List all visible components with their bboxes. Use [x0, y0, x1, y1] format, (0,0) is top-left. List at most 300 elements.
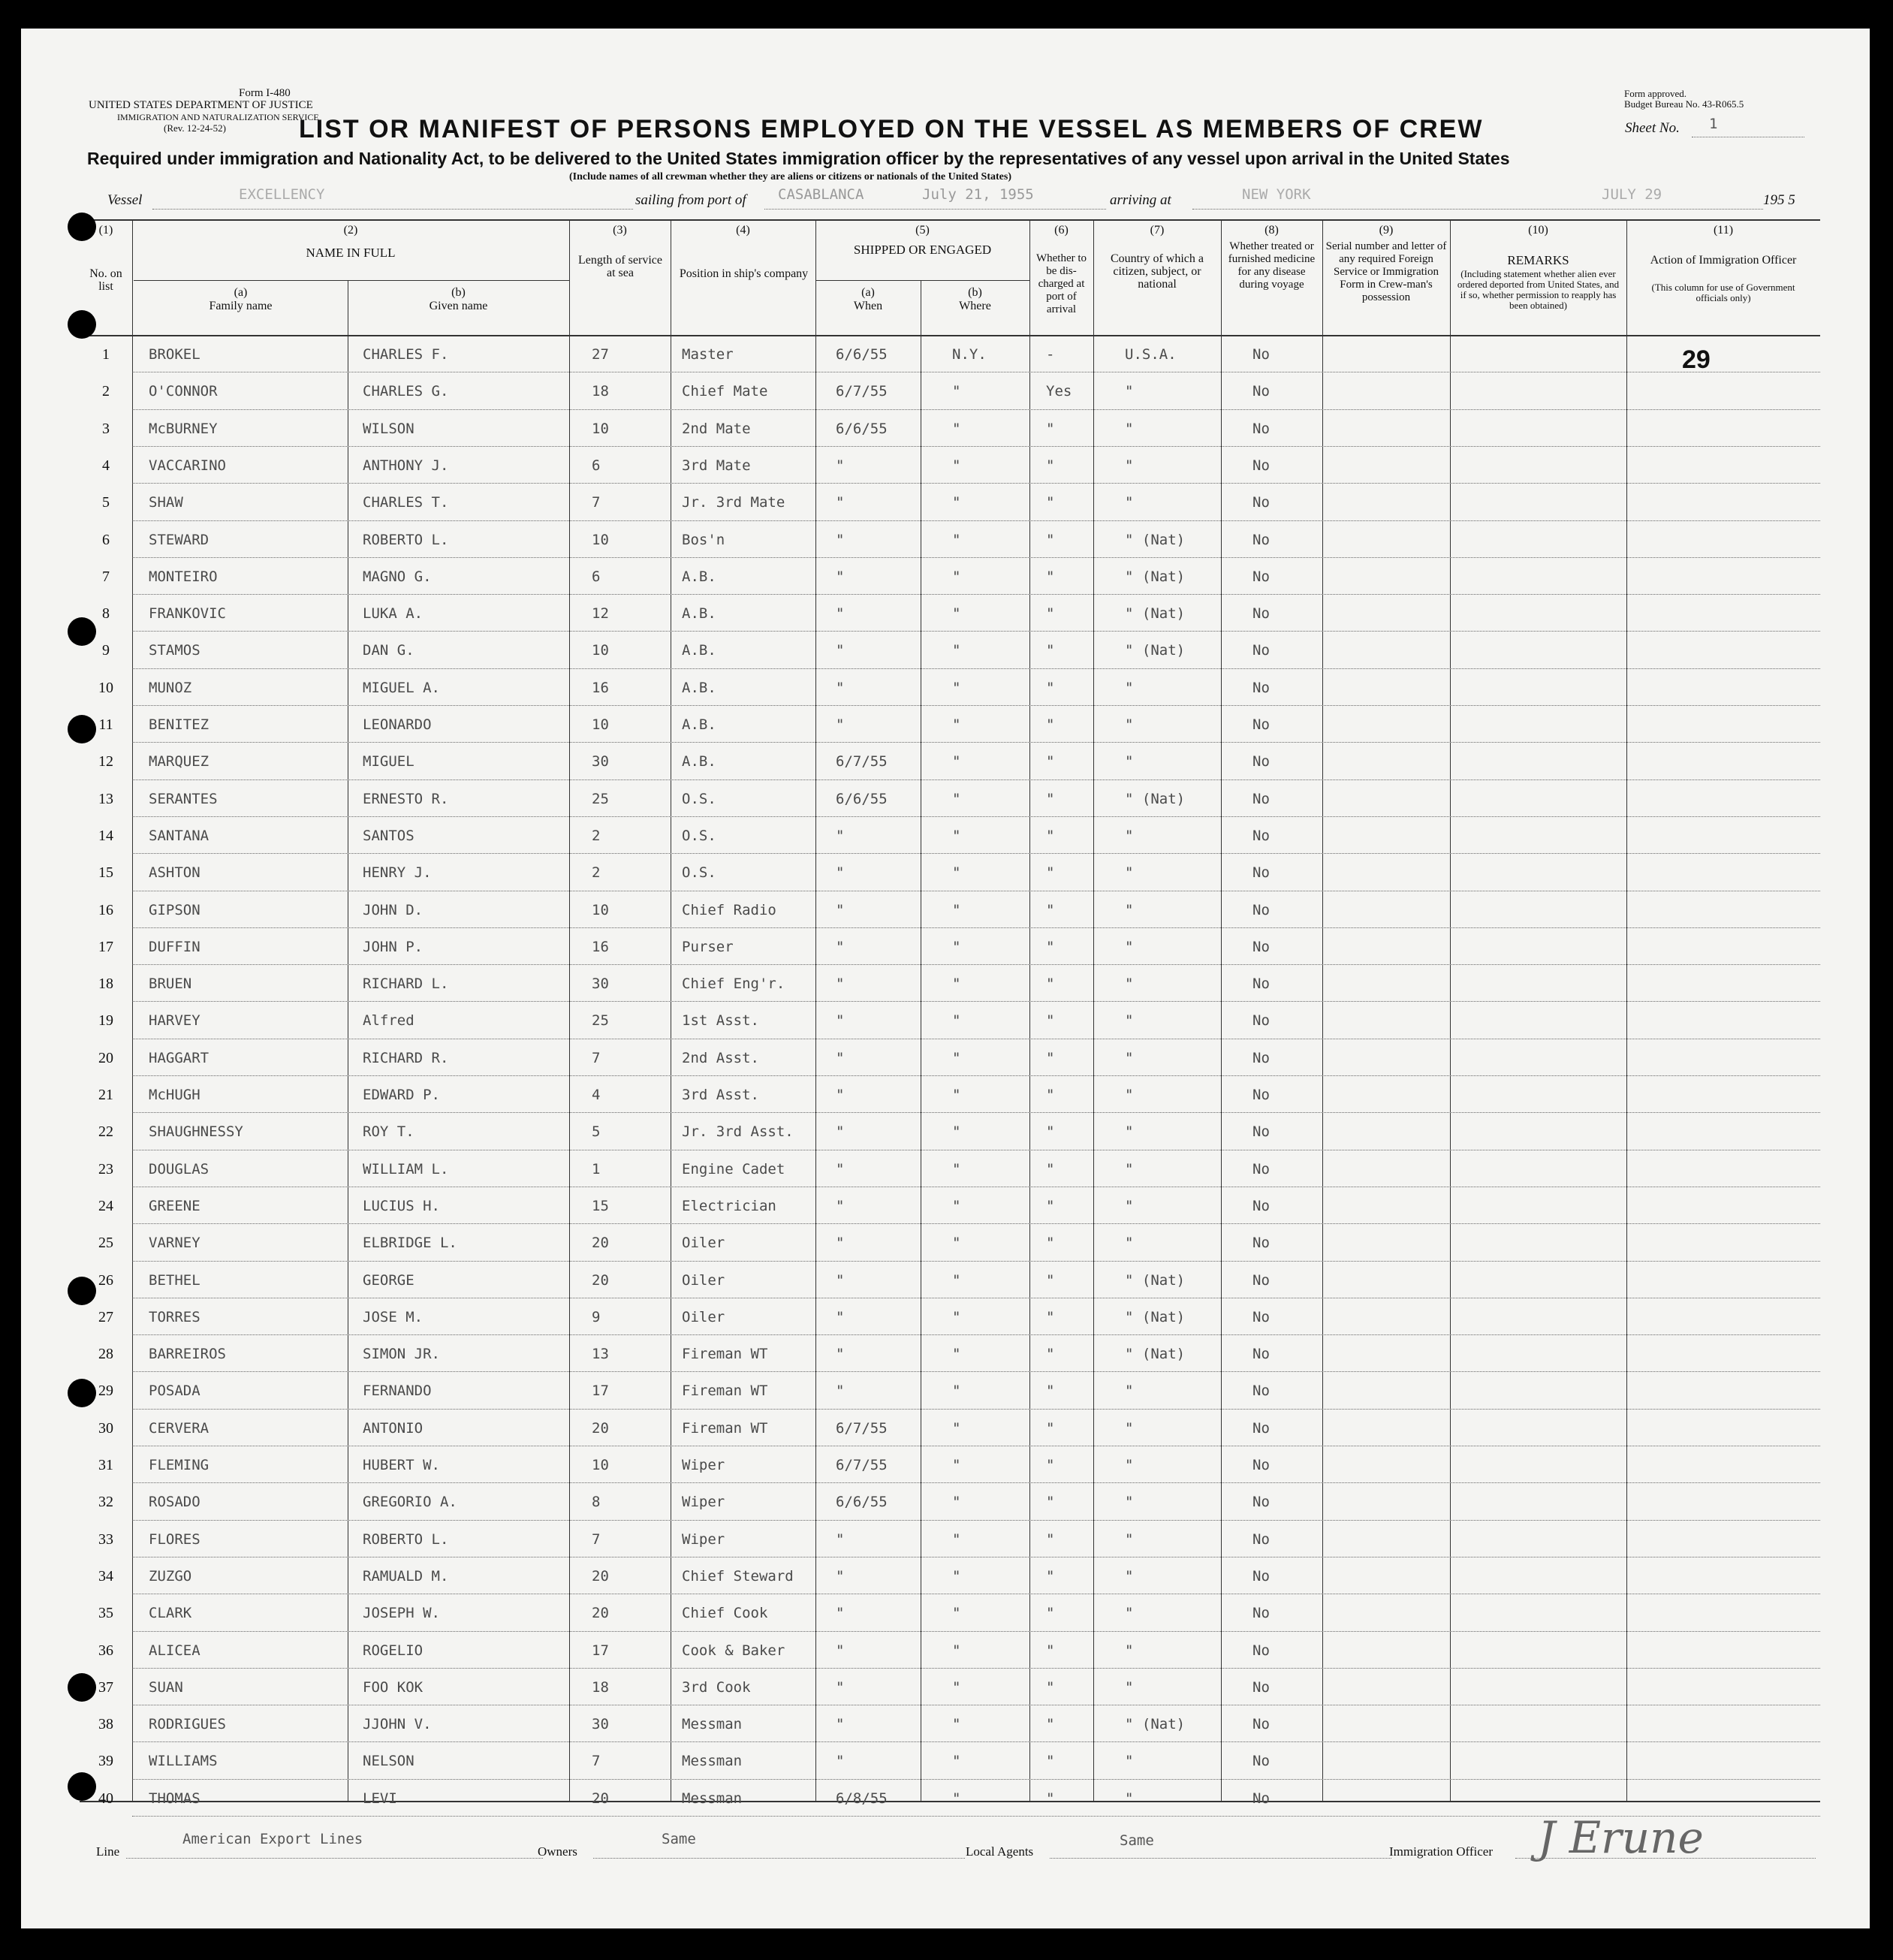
col-5-number: (5) — [915, 224, 930, 237]
discharged-cell: " — [1046, 1383, 1055, 1400]
discharged-cell: Yes — [1046, 383, 1072, 400]
treated-cell: No — [1252, 716, 1270, 733]
shipped-when-cell: " — [836, 901, 845, 918]
length-of-service-cell: 30 — [592, 1716, 609, 1733]
binder-hole — [68, 715, 96, 743]
row-number: 19 — [98, 1012, 113, 1030]
header-length-of-service: Length of service at sea — [578, 254, 662, 279]
position-cell: 3rd Mate — [682, 457, 751, 474]
shipped-where-cell: " — [952, 1567, 961, 1585]
shipped-where-cell: " — [952, 383, 961, 400]
given-name-cell: JOHN P. — [363, 938, 424, 955]
country-cell: " (Nat) — [1125, 1308, 1186, 1325]
given-name-cell: ROGELIO — [363, 1642, 424, 1659]
arriving-label: arriving at — [1110, 192, 1171, 208]
country-cell: " — [1125, 1790, 1134, 1807]
given-name-cell: DAN G. — [363, 642, 414, 659]
family-name-cell: SERANTES — [149, 790, 218, 807]
given-name-cell: CHARLES G. — [363, 383, 449, 400]
shipped-where-cell: " — [952, 1123, 961, 1141]
row-number: 18 — [98, 975, 113, 993]
col-11-number: (11) — [1713, 224, 1734, 237]
header-when-tag: (a) — [861, 286, 875, 299]
treated-cell: No — [1252, 383, 1270, 400]
given-name-cell: ROBERTO L. — [363, 1530, 449, 1548]
discharged-cell: " — [1046, 568, 1055, 585]
length-of-service-cell: 13 — [592, 1346, 609, 1363]
discharged-cell: " — [1046, 1346, 1055, 1363]
shipped-when-cell: 6/7/55 — [836, 383, 888, 400]
shipped-when-cell: " — [836, 1308, 845, 1325]
country-cell: " — [1125, 383, 1134, 400]
country-cell: " — [1125, 420, 1134, 437]
shipped-when-cell: 6/6/55 — [836, 1494, 888, 1511]
family-name-cell: GREENE — [149, 1197, 200, 1214]
vessel-label: Vessel — [107, 192, 143, 208]
position-cell: A.B. — [682, 568, 716, 585]
country-cell: " — [1125, 1642, 1134, 1659]
header-given-name: Given name — [429, 300, 488, 312]
shipped-where-cell: " — [952, 1271, 961, 1289]
shipped-where-cell: " — [952, 1419, 961, 1437]
given-name-cell: HUBERT W. — [363, 1457, 440, 1473]
header-where-tag: (b) — [968, 286, 982, 299]
treated-cell: No — [1252, 1716, 1270, 1733]
position-cell: Oiler — [682, 1308, 725, 1325]
line-value: American Export Lines — [182, 1831, 363, 1847]
position-cell: Wiper — [682, 1530, 725, 1548]
shipped-when-cell: " — [836, 1197, 845, 1214]
treated-cell: No — [1252, 1605, 1270, 1622]
immigration-officer-label: Immigration Officer — [1389, 1844, 1494, 1859]
country-cell: " — [1125, 901, 1134, 918]
shipped-where-cell: " — [952, 568, 961, 585]
position-cell: Electrician — [682, 1197, 776, 1214]
family-name-cell: THOMAS — [149, 1790, 200, 1807]
shipped-when-cell: " — [836, 531, 845, 548]
treated-cell: No — [1252, 642, 1270, 659]
shipped-when-cell: 6/7/55 — [836, 1457, 888, 1473]
given-name-cell: EDWARD P. — [363, 1087, 440, 1103]
service: IMMIGRATION AND NATURALIZATION SERVICE — [117, 112, 319, 122]
treated-cell: No — [1252, 790, 1270, 807]
shipped-when-cell: " — [836, 1271, 845, 1289]
shipped-where-cell: " — [952, 864, 961, 882]
shipped-where-cell: " — [952, 531, 961, 548]
shipped-when-cell: 6/6/55 — [836, 346, 888, 363]
given-name-cell: JOSE M. — [363, 1308, 424, 1325]
treated-cell: No — [1252, 901, 1270, 918]
shipped-when-cell: " — [836, 716, 845, 733]
position-cell: Cook & Baker — [682, 1642, 785, 1659]
family-name-cell: HAGGART — [149, 1049, 209, 1066]
length-of-service-cell: 12 — [592, 605, 609, 623]
row-number: 7 — [102, 568, 110, 585]
discharged-cell: " — [1046, 1235, 1055, 1252]
shipped-where-cell: " — [952, 457, 961, 474]
given-name-cell: RAMUALD M. — [363, 1567, 449, 1585]
country-cell: " — [1125, 1567, 1134, 1585]
family-name-cell: MARQUEZ — [149, 753, 209, 770]
col-6-number: (6) — [1054, 224, 1069, 237]
family-name-cell: ASHTON — [149, 864, 200, 882]
treated-cell: No — [1252, 1346, 1270, 1363]
family-name-cell: McBURNEY — [149, 420, 218, 437]
row-number: 27 — [98, 1308, 113, 1325]
position-cell: 3rd Asst. — [682, 1087, 759, 1103]
given-name-cell: ROY T. — [363, 1123, 414, 1141]
discharged-cell: " — [1046, 864, 1055, 882]
shipped-when-cell: " — [836, 1049, 845, 1066]
position-cell: A.B. — [682, 716, 716, 733]
treated-cell: No — [1252, 1419, 1270, 1437]
discharged-cell: " — [1046, 1123, 1055, 1141]
treated-cell: No — [1252, 1308, 1270, 1325]
length-of-service-cell: 8 — [592, 1494, 601, 1511]
given-name-cell: MIGUEL A. — [363, 679, 440, 696]
given-name-cell: JOSEPH W. — [363, 1605, 440, 1622]
position-cell: Jr. 3rd Mate — [682, 494, 785, 511]
shipped-where-cell: " — [952, 1457, 961, 1473]
shipped-when-cell: " — [836, 1123, 845, 1141]
binder-hole — [68, 1277, 96, 1305]
treated-cell: No — [1252, 457, 1270, 474]
given-name-cell: ANTHONY J. — [363, 457, 449, 474]
country-cell: " — [1125, 1012, 1134, 1030]
header-treated: Whether treated or furnished medicine for any disease during voyage — [1228, 240, 1316, 291]
family-name-cell: GIPSON — [149, 901, 200, 918]
shipped-when-cell: 6/6/55 — [836, 790, 888, 807]
row-number: 39 — [98, 1753, 113, 1770]
discharged-cell: " — [1046, 1567, 1055, 1585]
position-cell: A.B. — [682, 679, 716, 696]
length-of-service-cell: 16 — [592, 938, 609, 955]
length-of-service-cell: 20 — [592, 1605, 609, 1622]
shipped-when-cell: " — [836, 975, 845, 993]
row-number: 1 — [102, 346, 110, 363]
country-cell: " — [1125, 753, 1134, 770]
family-name-cell: TORRES — [149, 1308, 200, 1325]
length-of-service-cell: 2 — [592, 827, 601, 844]
family-name-cell: ZUZGO — [149, 1567, 192, 1585]
shipped-where-cell: " — [952, 1087, 961, 1103]
row-number: 29 — [98, 1383, 113, 1400]
row-number: 3 — [102, 420, 110, 437]
shipped-where-cell: N.Y. — [952, 346, 987, 363]
position-cell: Chief Mate — [682, 383, 768, 400]
header-where: Where — [959, 300, 991, 312]
shipped-where-cell: " — [952, 1642, 961, 1659]
treated-cell: No — [1252, 1753, 1270, 1770]
given-name-cell: ERNESTO R. — [363, 790, 449, 807]
binder-hole — [68, 310, 96, 339]
row-number: 11 — [98, 716, 113, 733]
position-cell: Purser — [682, 938, 734, 955]
discharged-cell: " — [1046, 679, 1055, 696]
row-number: 24 — [98, 1197, 113, 1214]
country-cell: " — [1125, 457, 1134, 474]
discharged-cell: " — [1046, 1419, 1055, 1437]
position-cell: Fireman WT — [682, 1346, 768, 1363]
shipped-when-cell: " — [836, 1678, 845, 1696]
departure-date: July 21, 1955 — [922, 186, 1034, 203]
family-name-cell: ALICEA — [149, 1642, 200, 1659]
family-name-cell: BROKEL — [149, 346, 200, 363]
given-name-cell: ANTONIO — [363, 1419, 424, 1437]
country-cell: " — [1125, 1753, 1134, 1770]
discharged-cell: " — [1046, 901, 1055, 918]
country-cell: " — [1125, 1419, 1134, 1437]
shipped-when-cell: 6/8/55 — [836, 1790, 888, 1807]
position-cell: A.B. — [682, 753, 716, 770]
discharged-cell: - — [1046, 346, 1055, 363]
binder-hole — [68, 213, 96, 241]
sheet-label: Sheet No. — [1625, 120, 1680, 136]
given-name-cell: Alfred — [363, 1012, 414, 1030]
given-name-cell: WILLIAM L. — [363, 1160, 449, 1178]
family-name-cell: SHAW — [149, 494, 183, 511]
position-cell: 2nd Mate — [682, 420, 751, 437]
treated-cell: No — [1252, 1049, 1270, 1066]
position-cell: 1st Asst. — [682, 1012, 759, 1030]
family-name-cell: BARREIROS — [149, 1346, 226, 1363]
shipped-where-cell: " — [952, 1049, 961, 1066]
position-cell: Oiler — [682, 1235, 725, 1252]
length-of-service-cell: 10 — [592, 1457, 609, 1473]
family-name-cell: HARVEY — [149, 1012, 200, 1030]
row-number: 22 — [98, 1123, 113, 1141]
given-name-cell: MIGUEL — [363, 753, 414, 770]
header-serial: Serial number and letter of any required Foreign Service or Immigration Form in Crew-man's possession — [1325, 240, 1447, 303]
shipped-when-cell: " — [836, 1567, 845, 1585]
header-when: When — [853, 300, 883, 312]
discharged-cell: " — [1046, 1790, 1055, 1807]
header-shipped-engaged: SHIPPED OR ENGAGED — [853, 243, 992, 257]
given-name-cell: WILSON — [363, 420, 414, 437]
country-cell: " — [1125, 1160, 1134, 1178]
treated-cell: No — [1252, 1197, 1270, 1214]
family-name-cell: POSADA — [149, 1383, 200, 1400]
given-name-cell: LUKA A. — [363, 605, 424, 623]
position-cell: Messman — [682, 1790, 743, 1807]
position-cell: O.S. — [682, 790, 716, 807]
family-name-cell: FLEMING — [149, 1457, 209, 1473]
col-9-number: (9) — [1379, 224, 1394, 237]
treated-cell: No — [1252, 1457, 1270, 1473]
length-of-service-cell: 15 — [592, 1197, 609, 1214]
family-name-cell: DOUGLAS — [149, 1160, 209, 1178]
discharged-cell: " — [1046, 1160, 1055, 1178]
length-of-service-cell: 18 — [592, 1678, 609, 1696]
given-name-cell: LEVI — [363, 1790, 397, 1807]
family-name-cell: McHUGH — [149, 1087, 200, 1103]
shipped-when-cell: " — [836, 1753, 845, 1770]
col-8-number: (8) — [1265, 224, 1279, 237]
row-number: 21 — [98, 1087, 113, 1103]
length-of-service-cell: 10 — [592, 716, 609, 733]
discharged-cell: " — [1046, 1049, 1055, 1066]
treated-cell: No — [1252, 679, 1270, 696]
family-name-cell: RODRIGUES — [149, 1716, 226, 1733]
family-name-cell: MONTEIRO — [149, 568, 218, 585]
discharged-cell: " — [1046, 457, 1055, 474]
given-name-cell: CHARLES T. — [363, 494, 449, 511]
sailing-label: sailing from port of — [635, 192, 746, 208]
length-of-service-cell: 30 — [592, 753, 609, 770]
shipped-where-cell: " — [952, 753, 961, 770]
discharged-cell: " — [1046, 1012, 1055, 1030]
row-number: 2 — [102, 383, 110, 400]
discharged-cell: " — [1046, 531, 1055, 548]
line-label: Line — [96, 1844, 120, 1859]
header-action: Action of Immigration Officer — [1650, 254, 1797, 267]
shipped-where-cell: " — [952, 827, 961, 844]
position-cell: O.S. — [682, 864, 716, 882]
shipped-where-cell: " — [952, 1012, 961, 1030]
shipped-when-cell: " — [836, 1087, 845, 1103]
row-number: 36 — [98, 1642, 113, 1659]
row-number: 28 — [98, 1346, 113, 1363]
position-cell: Chief Radio — [682, 901, 776, 918]
shipped-where-cell: " — [952, 790, 961, 807]
row-number: 20 — [98, 1049, 113, 1066]
shipped-when-cell: " — [836, 1012, 845, 1030]
treated-cell: No — [1252, 531, 1270, 548]
treated-cell: No — [1252, 827, 1270, 844]
arrival-year: 195 5 — [1763, 192, 1795, 208]
shipped-where-cell: " — [952, 1383, 961, 1400]
treated-cell: No — [1252, 1383, 1270, 1400]
row-number: 37 — [98, 1678, 113, 1696]
given-name-cell: LUCIUS H. — [363, 1197, 440, 1214]
row-number: 13 — [98, 790, 113, 807]
sheet-number: 1 — [1709, 116, 1718, 132]
family-name-cell: SUAN — [149, 1678, 183, 1696]
shipped-when-cell: " — [836, 568, 845, 585]
shipped-when-cell: " — [836, 494, 845, 511]
country-cell: " — [1125, 1605, 1134, 1622]
shipped-where-cell: " — [952, 605, 961, 623]
shipped-when-cell: " — [836, 827, 845, 844]
header-no-on-list: No. on list — [89, 267, 122, 293]
row-number: 8 — [102, 605, 110, 623]
position-cell: O.S. — [682, 827, 716, 844]
row-number: 34 — [98, 1567, 113, 1585]
position-cell: Messman — [682, 1753, 743, 1770]
family-name-cell: STAMOS — [149, 642, 200, 659]
treated-cell: No — [1252, 1160, 1270, 1178]
shipped-when-cell: 6/7/55 — [836, 1419, 888, 1437]
position-cell: Messman — [682, 1716, 743, 1733]
length-of-service-cell: 10 — [592, 642, 609, 659]
shipped-where-cell: " — [952, 1753, 961, 1770]
shipped-where-cell: " — [952, 1346, 961, 1363]
position-cell: Master — [682, 346, 734, 363]
discharged-cell: " — [1046, 605, 1055, 623]
row-number: 31 — [98, 1457, 113, 1473]
family-name-cell: ROSADO — [149, 1494, 200, 1511]
country-cell: " — [1125, 1383, 1134, 1400]
country-cell: " (Nat) — [1125, 531, 1186, 548]
given-name-cell: HENRY J. — [363, 864, 432, 882]
treated-cell: No — [1252, 1012, 1270, 1030]
treated-cell: No — [1252, 420, 1270, 437]
country-cell: " — [1125, 1678, 1134, 1696]
row-number: 25 — [98, 1235, 113, 1252]
treated-cell: No — [1252, 1123, 1270, 1141]
given-name-cell: JOHN D. — [363, 901, 424, 918]
discharged-cell: " — [1046, 975, 1055, 993]
header-given-tag: (b) — [451, 286, 466, 299]
shipped-where-cell: " — [952, 494, 961, 511]
family-name-cell: DUFFIN — [149, 938, 200, 955]
country-cell: " (Nat) — [1125, 1271, 1186, 1289]
family-name-cell: BENITEZ — [149, 716, 209, 733]
discharged-cell: " — [1046, 1308, 1055, 1325]
country-cell: " — [1125, 938, 1134, 955]
row-number: 10 — [98, 679, 113, 696]
row-number: 5 — [102, 494, 110, 511]
treated-cell: No — [1252, 753, 1270, 770]
manifest-sheet — [21, 29, 1870, 1928]
treated-cell: No — [1252, 346, 1270, 363]
country-cell: U.S.A. — [1125, 346, 1177, 363]
discharged-cell: " — [1046, 420, 1055, 437]
length-of-service-cell: 1 — [592, 1160, 601, 1178]
position-cell: Wiper — [682, 1494, 725, 1511]
shipped-where-cell: " — [952, 1678, 961, 1696]
given-name-cell: SANTOS — [363, 827, 414, 844]
position-cell: Fireman WT — [682, 1383, 768, 1400]
shipped-when-cell: " — [836, 1383, 845, 1400]
discharged-cell: " — [1046, 1530, 1055, 1548]
country-cell: " — [1125, 864, 1134, 882]
discharged-cell: " — [1046, 753, 1055, 770]
country-cell: " (Nat) — [1125, 1346, 1186, 1363]
officer-mark: 29 — [1682, 345, 1711, 374]
length-of-service-cell: 10 — [592, 531, 609, 548]
departure-port: CASABLANCA — [778, 186, 864, 203]
row-number: 4 — [102, 457, 110, 474]
col-2-number: (2) — [343, 224, 358, 237]
binder-hole — [68, 617, 96, 646]
country-cell: " — [1125, 1235, 1134, 1252]
shipped-where-cell: " — [952, 1197, 961, 1214]
shipped-when-cell: " — [836, 1642, 845, 1659]
given-name-cell: NELSON — [363, 1753, 414, 1770]
position-cell: Wiper — [682, 1457, 725, 1473]
approval: Form approved. — [1624, 88, 1687, 99]
length-of-service-cell: 6 — [592, 457, 601, 474]
shipped-where-cell: " — [952, 901, 961, 918]
country-cell: " (Nat) — [1125, 568, 1186, 585]
country-cell: " — [1125, 975, 1134, 993]
shipped-when-cell: " — [836, 1235, 845, 1252]
shipped-when-cell: " — [836, 679, 845, 696]
country-cell: " — [1125, 716, 1134, 733]
position-cell: Fireman WT — [682, 1419, 768, 1437]
length-of-service-cell: 18 — [592, 383, 609, 400]
discharged-cell: " — [1046, 1753, 1055, 1770]
shipped-where-cell: " — [952, 1308, 961, 1325]
header-family-tag: (a) — [234, 286, 248, 299]
treated-cell: No — [1252, 975, 1270, 993]
discharged-cell: " — [1046, 1087, 1055, 1103]
given-name-cell: SIMON JR. — [363, 1346, 440, 1363]
shipped-where-cell: " — [952, 1716, 961, 1733]
header-family-name: Family name — [209, 300, 273, 312]
treated-cell: No — [1252, 605, 1270, 623]
